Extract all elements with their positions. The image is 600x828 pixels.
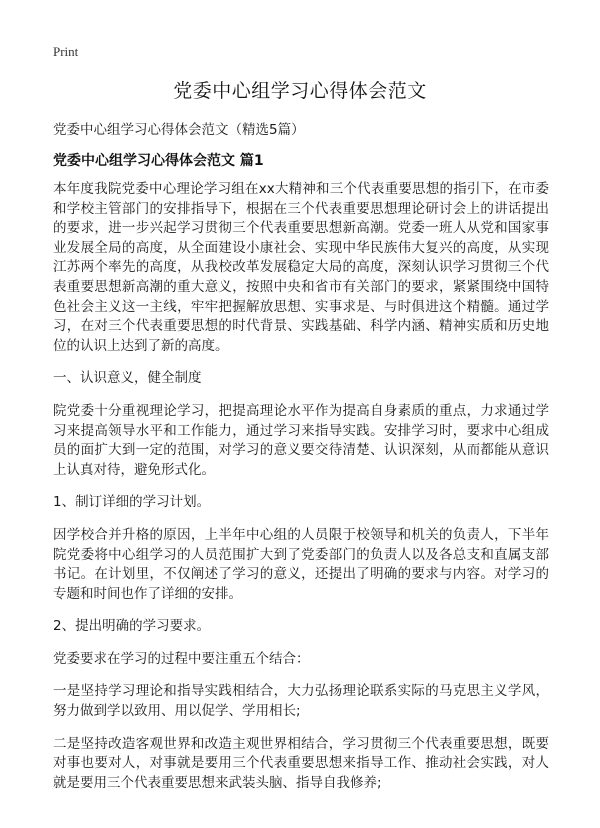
article-body [53, 180, 549, 806]
paragraph-combination-one: 一是坚持学习理论和指导实践相结合，大力弘扬理论联系实际的马克思主义学风，努力做到学以致用、用以促学、学用相长; [53, 683, 549, 720]
paragraph-intro: 本年度我院党委中心理论学习组在xx大精神和三个代表重要思想的指引下，在市委和学校主管部门的安排指导下，根据在三个代表重要思想理论研讨会上的讲话提出的要求，进一步兴起学习贯彻三个代表重要思想新高潮。党委一班人从党和国家事业发展全局的高度，从全面建设小康社会、实现中华民族伟大复兴的高度，从实现江苏两个率先的高度，从我校改革发展稳定大局的高度，深刻认识学习贯彻三个代表重要思想新高潮的重大意义，按照中央和省市有关部门的要求，紧紧围绕中国特色社会主义这一主线，牢牢把握解放思想、实事求是、与时俱进这个精髓。通过学习，在对三个代表重要思想的时代背景、实践基础、科学内涵、精神实质和历史地位的认识上达到了新的高度。 [53, 181, 549, 354]
print-link[interactable]: Print [53, 44, 79, 59]
document-subtitle: 党委中心组学习心得体会范文（精选5篇） [53, 122, 305, 138]
heading-study-requirements: 2、提出明确的学习要求。 [53, 618, 211, 635]
paragraph-emphasis-on-study: 院党委十分重视理论学习，把提高理论水平作为提高自身素质的重点，力求通过学习来提高领导水平和工作能力，通过学习来指导实践。安排学习时，要求中心组成员的面扩大到一定的范围，对学习的意义要交待清楚、认识深刻，从而都能从意识上认真对待，避免形式化。 [53, 402, 549, 478]
paragraph-study-plan: 因学校合并升格的原因，上半年中心组的人员限于校领导和机关的负责人，下半年院党委将中心组学习的人员范围扩大到了党委部门的负责人以及各总支和直属支部书记。在计划里，不仅阐述了学习的意义，还提出了明确的要求与内容。对学习的专题和时间也作了详细的安排。 [53, 526, 549, 602]
paragraph-five-combinations: 党委要求在学习的过程中要注重五个结合： [53, 650, 310, 667]
page-title: 党委中心组学习心得体会范文 [173, 80, 427, 102]
section-heading: 党委中心组学习心得体会范文 篇1 [53, 153, 264, 169]
paragraph-combination-two: 二是坚持改造客观世界和改造主观世界相结合，学习贯彻三个代表重要思想，既要对事也要对人，对事就是要用三个代表重要思想来指导工作、推动社会实践，对人就是要用三个代表重要思想来武装头脑、指导自我修养; [53, 735, 549, 791]
heading-study-plan: 1、制订详细的学习计划。 [53, 494, 211, 511]
heading-understand-significance: 一、认识意义，健全制度 [53, 370, 202, 387]
